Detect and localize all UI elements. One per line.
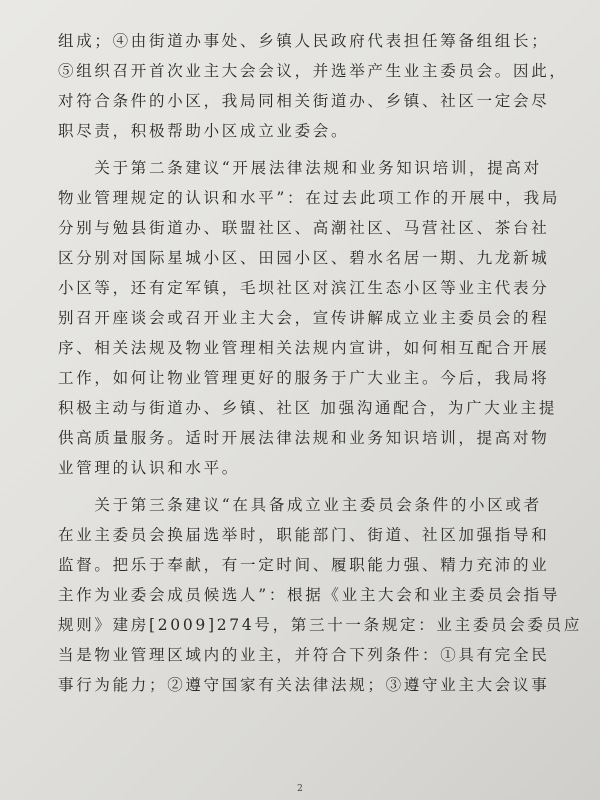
text-line: 物业管理规定的认识和水平”：在过去此项工作的开展中，我局 bbox=[58, 189, 561, 207]
text-line: 积极主动与街道办、乡镇、社区 加强沟通配合，为广大业主提 bbox=[58, 399, 558, 417]
paragraph-gap bbox=[58, 483, 558, 490]
text-line: 关于第三条建议“在具备成立业主委员会条件的小区或者 bbox=[58, 496, 542, 514]
text-line: 事行为能力；②遵守国家有关法律法规；③遵守业主大会议事 bbox=[58, 676, 550, 694]
page-number: 2 bbox=[297, 784, 303, 794]
text-line: 职尽责，积极帮助小区成立业委会。 bbox=[58, 122, 350, 140]
text-line: 序、相关法规及物业管理相关法规内宣讲，如何相互配合开展 bbox=[58, 339, 550, 357]
text-line: 主作为业委会成员候选人”：根据《业主大会和业主委员会指导 bbox=[58, 586, 561, 604]
text-line: 别召开座谈会或召开业主大会，宣传讲解成立业主委员会的程 bbox=[58, 309, 550, 327]
text-line: 当是物业管理区域内的业主，并符合下列条件：①具有完全民 bbox=[58, 646, 550, 664]
text-line: 关于第二条建议“开展法律法规和业务知识培训，提高对 bbox=[58, 159, 542, 177]
body-text bbox=[58, 26, 583, 700]
text-line: ⑤组织召开首次业主大会会议，并选举产生业主委员会。因此， bbox=[58, 62, 568, 80]
text-line: 区分别对国际星城小区、田园小区、碧水名居一期、九龙新城 bbox=[58, 249, 550, 267]
text-line: 在业主委员会换届选举时，职能部门、街道、社区加强指导和 bbox=[58, 526, 550, 544]
text-line: 业管理的认识和水平。 bbox=[58, 459, 241, 477]
text-line: 监督。把乐于奉献，有一定时间、履职能力强、精力充沛的业 bbox=[58, 556, 550, 574]
paragraph-gap bbox=[58, 146, 558, 153]
text-line: 供高质量服务。适时开展法律法规和业务知识培训，提高对物 bbox=[58, 429, 550, 447]
text-line: 规则》建房[2009]274号，第三十一条规定：业主委员会委员应 bbox=[58, 616, 583, 634]
text-line: 组成；④由街道办事处、乡镇人民政府代表担任筹备组组长； bbox=[58, 32, 550, 50]
text-line: 工作，如何让物业管理更好的服务于广大业主。今后，我局将 bbox=[58, 369, 550, 387]
text-line: 分别与勉县街道办、联盟社区、高潮社区、马营社区、茶台社 bbox=[58, 219, 550, 237]
text-line: 对符合条件的小区，我局同相关街道办、乡镇、社区一定会尽 bbox=[58, 92, 550, 110]
text-line: 小区等，还有定军镇，毛坝社区对滨江生态小区等业主代表分 bbox=[58, 279, 550, 297]
